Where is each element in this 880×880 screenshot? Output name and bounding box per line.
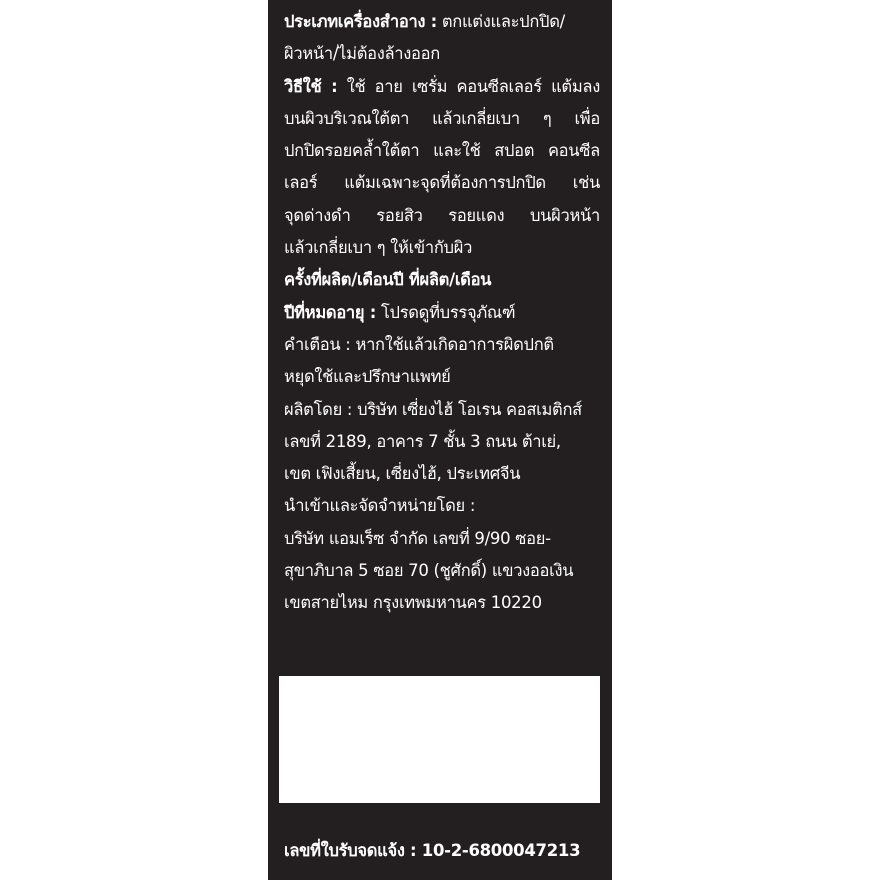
expiry-value: โปรดดูที่บรรจุภัณฑ์ (376, 302, 516, 322)
usage-text-1: ใช้ อาย เซรั่ม คอนซีลเลอร์ แต้มลง (337, 76, 600, 96)
blank-sticker-box (279, 676, 600, 803)
expiry-line (284, 297, 600, 329)
warning-text-1: คำเตือน : หากใช้แล้วเกิดอาการผิดปกติ (284, 334, 554, 354)
usage-label: วิธีใช้ : (284, 76, 338, 96)
cosmetic-type-value: ตกแต่งและปกปิด/ (436, 12, 565, 31)
usage-line-1 (284, 71, 600, 103)
manufacturer-text-2: เลขที่ 2189, อาคาร 7 ชั้น 3 ถนน ต้าเย่, (284, 431, 561, 451)
label-text-block (284, 6, 600, 620)
notification-number: เลขที่ใบรับจดแจ้ง : 10-2-6800047213 (284, 841, 581, 860)
cosmetic-type-value-cont: ผิวหน้า/ไม่ต้องล้างออก (284, 44, 440, 64)
production-date-line: ครั้งที่ผลิต/เดือนปี ที่ผลิต/เดือน (284, 270, 492, 290)
cosmetic-type-line (284, 6, 600, 38)
importer-text-1: นำเข้าและจัดจำหน่ายโดย : (284, 496, 476, 516)
expiry-label: ปีที่หมดอายุ : (284, 302, 377, 322)
product-label-panel (268, 0, 612, 880)
importer-text-4: เขตสายไหม กรุงเทพมหานคร 10220 (284, 593, 542, 613)
usage-text-6: แล้วเกลี่ยเบา ๆ ให้เข้ากับผิว (284, 238, 473, 258)
warning-text-2: หยุดใช้และปรึกษาแพทย์ (284, 367, 451, 387)
usage-text-4: เลอร์ แต้มเฉพาะจุดที่ต้องการปกปิด เช่น (284, 173, 600, 193)
usage-text-3: ปกปิดรอยคล้ำใต้ตา และใช้ สปอต คอนซีล (284, 141, 600, 161)
usage-text-2: บนผิวบริเวณใต้ตา แล้วเกลี่ยเบา ๆ เพื่อ (284, 108, 600, 128)
importer-text-2: บริษัท แอมเร็ซ จำกัด เลขที่ 9/90 ซอย- (284, 528, 551, 548)
manufacturer-text-3: เขต เฟิงเสี้ยน, เซี่ยงไฮ้, ประเทศจีน (284, 464, 521, 484)
usage-text-5: จุดด่างดำ รอยสิว รอยแดง บนผิวหน้า (284, 205, 600, 225)
cosmetic-type-label: ประเภทเครื่องสำอาง : (284, 12, 437, 31)
manufacturer-text-1: ผลิตโดย : บริษัท เซี่ยงไฮ้ โอเรน คอสเมติกส์ (284, 399, 582, 419)
importer-text-3: สุขาภิบาล 5 ซอย 70 (ชูศักดิ์) แขวงออเงิน (284, 561, 574, 581)
